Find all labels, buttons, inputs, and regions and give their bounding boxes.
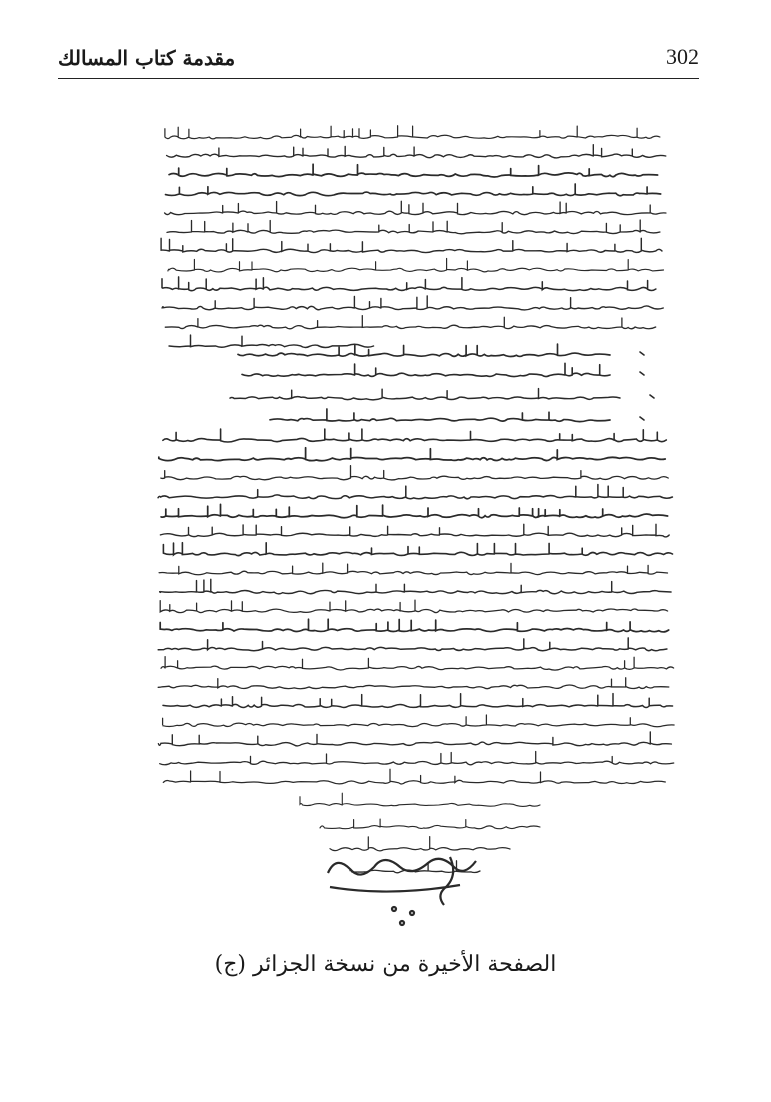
figure-caption: الصفحة الأخيرة من نسخة الجزائر (ج) xyxy=(214,952,557,977)
manuscript-image xyxy=(150,115,690,935)
page-header xyxy=(58,40,699,80)
handwritten-lines xyxy=(158,126,674,873)
page-number: 302 xyxy=(666,44,699,69)
seal-signature xyxy=(328,857,476,925)
header-rule xyxy=(58,78,699,79)
running-title: مقدمة كتاب المسالك xyxy=(58,46,236,70)
